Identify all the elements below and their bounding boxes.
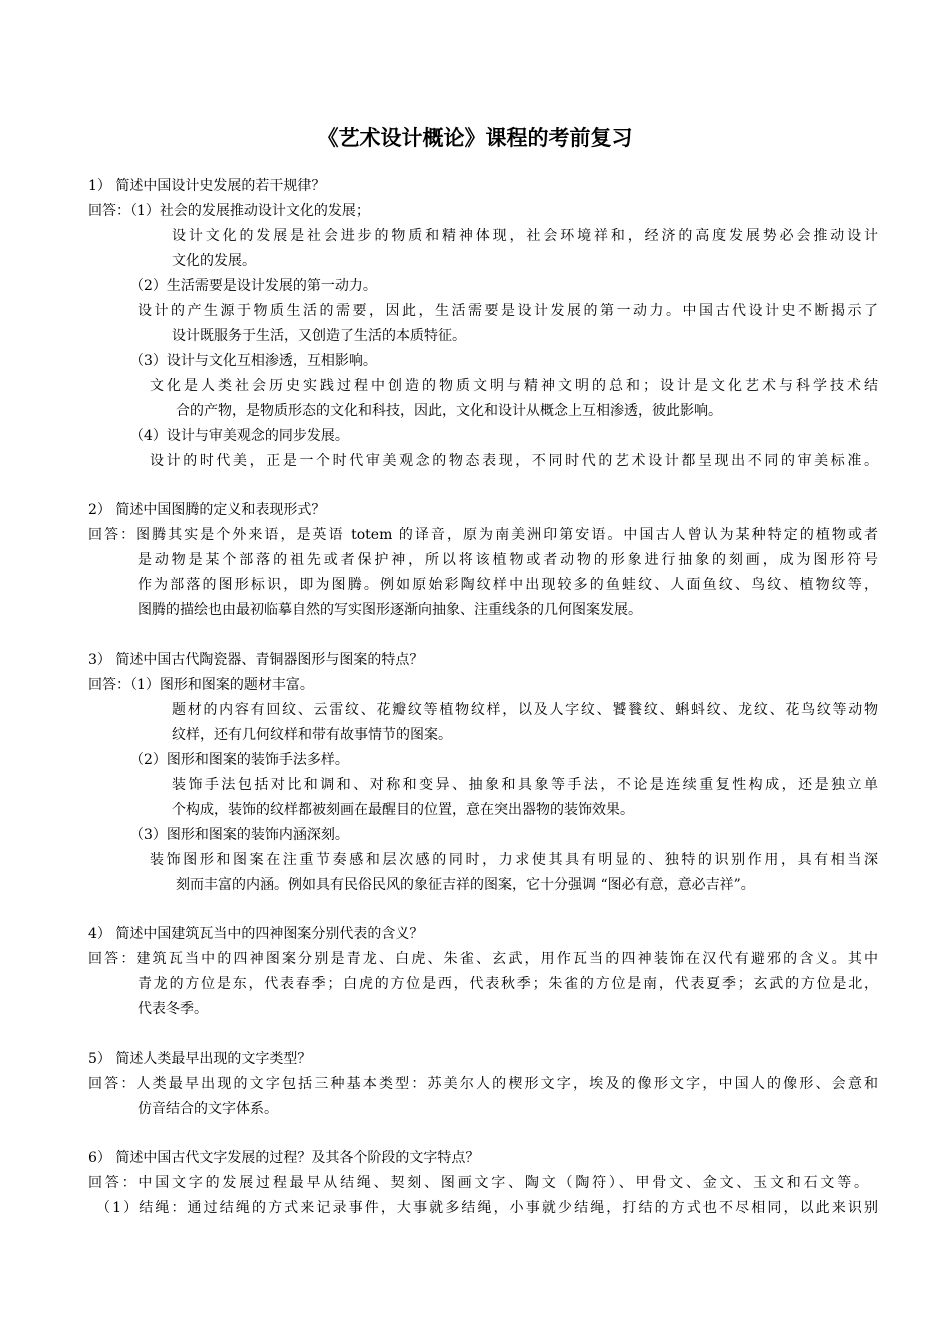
answer-3-item-1-text: 题材的内容有回纹、云雷纹、花瓣纹等植物纹样，以及人字纹、饕餮纹、蝌蚪纹、龙纹、花鸟纹等动物 [172, 702, 878, 718]
answer-3-item-2-text: 装饰手法包括对比和调和、对称和变异、抽象和具象等手法，不论是连续重复性构成，还是独立单 [172, 777, 878, 793]
answer-1-item-1-text-cont: 文化的发展。 [172, 253, 256, 269]
answer-1-item-3-heading: （3）设计与文化互相渗透，互相影响。 [130, 353, 377, 369]
answer-1-item-1-heading: 回答：（1）社会的发展推动设计文化的发展； [88, 203, 370, 219]
answer-6-line-2: （1）结绳：通过结绳的方式来记录事件，大事就多结绳，小事就少结绳，打结的方式也不尽相同，以此来识别 [96, 1200, 878, 1216]
answer-1-item-1-text: 设计文化的发展是社会进步的物质和精神体现，社会环境祥和，经济的高度发展势必会推动设计 [172, 228, 878, 244]
answer-1-item-3-text: 文化是人类社会历史实践过程中创造的物质文明与精神文明的总和；设计是文化艺术与科学技术结 [150, 378, 878, 394]
answer-4-line-3: 代表冬季。 [138, 1001, 208, 1017]
answer-5-line-2: 仿音结合的文字体系。 [138, 1101, 278, 1117]
answer-3-item-3-text-cont: 刻而丰富的内涵。例如具有民俗民风的象征吉祥的图案，它十分强调 “图必有意，意必吉祥”。 [176, 877, 755, 893]
question-2: 2） 简述中国图腾的定义和表现形式？ [88, 502, 326, 518]
answer-1-item-2-text: 设计的产生源于物质生活的需要，因此，生活需要是设计发展的第一动力。中国古代设计史不断揭示了 [138, 303, 878, 319]
question-6: 6） 简述中国古代文字发展的过程？及其各个阶段的文字特点？ [88, 1150, 480, 1166]
answer-1-item-4-heading: （4）设计与审美观念的同步发展。 [130, 428, 349, 444]
question-1: 1） 简述中国设计史发展的若干规律？ [88, 178, 326, 194]
answer-3-item-3-heading: （3）图形和图案的装饰内涵深刻。 [130, 827, 349, 843]
answer-1-item-2-text-cont: 设计既服务于生活，又创造了生活的本质特征。 [172, 328, 466, 344]
answer-3-item-3-text: 装饰图形和图案在注重节奏感和层次感的同时，力求使其具有明显的、独特的识别作用，具有相当深 [150, 852, 878, 868]
answer-4-line-2: 青龙的方位是东，代表春季；白虎的方位是西，代表秋季；朱雀的方位是南，代表夏季；玄武的方位是北， [138, 976, 878, 992]
answer-1-item-4-text: 设计的时代美，正是一个时代审美观念的物态表现，不同时代的艺术设计都呈现出不同的审美标准。 [150, 453, 878, 469]
answer-4-line-1: 回答：建筑瓦当中的四神图案分别是青龙、白虎、朱雀、玄武，用作瓦当的四神装饰在汉代有避邪的含义。其中 [88, 951, 878, 967]
page-title: 《艺术设计概论》课程的考前复习 [317, 125, 633, 150]
answer-1-item-2-heading: （2）生活需要是设计发展的第一动力。 [130, 278, 377, 294]
answer-6-line-1: 回答：中国文字的发展过程最早从结绳、契刻、图画文字、陶文（陶符）、甲骨文、金文、玉文和石文等。 [88, 1175, 868, 1191]
answer-1-item-3-text-cont: 合的产物，是物质形态的文化和科技，因此，文化和设计从概念上互相渗透，彼此影响。 [176, 403, 722, 419]
answer-3-item-1-heading: 回答：（1）图形和图案的题材丰富。 [88, 677, 314, 693]
question-4: 4） 简述中国建筑瓦当中的四神图案分别代表的含义？ [88, 926, 424, 942]
answer-2-line-2: 是动物是某个部落的祖先或者保护神，所以将该植物或者动物的形象进行抽象的刻画，成为图形符号 [138, 552, 878, 568]
answer-2-line-1: 回答：图腾其实是个外来语，是英语 totem 的译音，原为南美洲印第安语。中国古人曾认为某种特定的植物或者 [88, 527, 878, 543]
question-3: 3） 简述中国古代陶瓷器、青铜器图形与图案的特点？ [88, 652, 424, 668]
question-5: 5） 简述人类最早出现的文字类型？ [88, 1051, 312, 1067]
answer-3-item-1-text-cont: 纹样，还有几何纹样和带有故事情节的图案。 [172, 727, 452, 743]
answer-5-line-1: 回答：人类最早出现的文字包括三种基本类型：苏美尔人的楔形文字，埃及的像形文字，中国人的像形、会意和 [88, 1076, 878, 1092]
answer-2-line-4: 图腾的描绘也由最初临摹自然的写实图形逐渐向抽象、注重线条的几何图案发展。 [138, 602, 642, 618]
answer-3-item-2-heading: （2）图形和图案的装饰手法多样。 [130, 752, 349, 768]
answer-2-line-3: 作为部落的图形标识，即为图腾。例如原始彩陶纹样中出现较多的鱼蛙纹、人面鱼纹、鸟纹、植物纹等， [138, 577, 878, 593]
answer-3-item-2-text-cont: 个构成，装饰的纹样都被刻画在最醒目的位置，意在突出器物的装饰效果。 [172, 802, 634, 818]
